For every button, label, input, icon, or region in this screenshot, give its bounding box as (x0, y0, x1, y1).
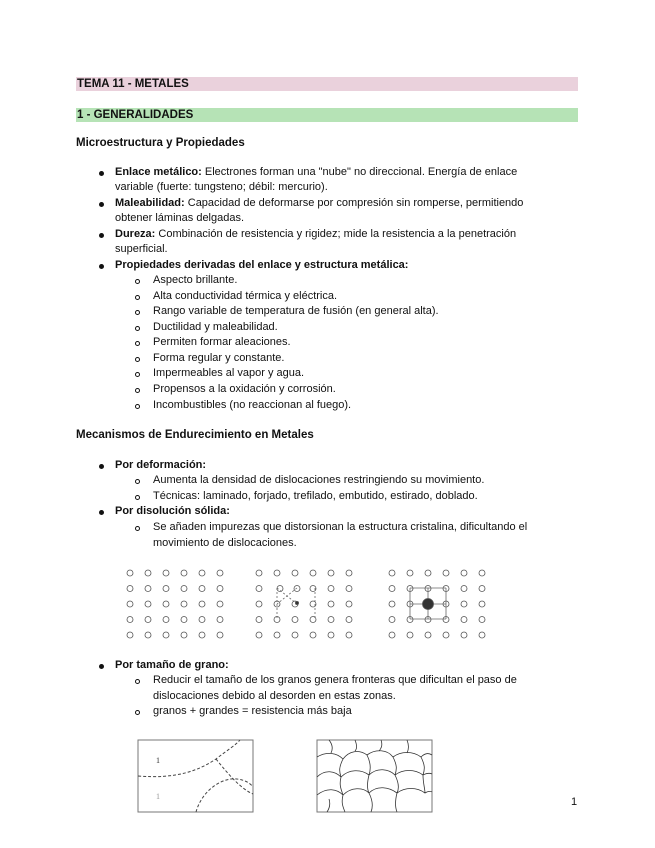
lattice-atom (217, 570, 223, 576)
lattice-atom (461, 632, 467, 638)
lattice-atom (181, 632, 187, 638)
lattice-atom (217, 632, 223, 638)
lattice-atom (199, 570, 205, 576)
lattice-atom (163, 586, 169, 592)
sub-item: Aspecto brillante. (153, 274, 238, 286)
lattice-atom (479, 570, 485, 576)
list-item: Dureza: Combinación de resistencia y rigidez; mide la resistencia a la penetración (115, 228, 517, 240)
lattice-atom (461, 586, 467, 592)
interstitial-atom (295, 601, 298, 604)
lattice-atom (328, 586, 334, 592)
lattice-atom (292, 570, 298, 576)
lattice-atom (346, 570, 352, 576)
lattice-atom (145, 617, 151, 623)
section-heading: 1 - GENERALIDADES (76, 108, 578, 122)
lattice-atom (256, 601, 262, 607)
lattice-atom (256, 570, 262, 576)
lattice-atom (479, 601, 485, 607)
lattice-atom (256, 586, 262, 592)
lattice-atom (163, 617, 169, 623)
lattice-atom (145, 632, 151, 638)
sub-item: Ductilidad y maleabilidad. (153, 321, 278, 333)
sub-item: Aumenta la densidad de dislocaciones restringiendo su movimiento. (153, 474, 485, 486)
sub-item: Alta conductividad térmica y eléctrica. (153, 290, 338, 302)
lattice-atom (479, 586, 485, 592)
lattice-atom (443, 632, 449, 638)
lattice-atom (199, 632, 205, 638)
lattice-atom (389, 586, 395, 592)
lattice-atom (389, 617, 395, 623)
lattice-atom (181, 570, 187, 576)
lattice-atom (310, 570, 316, 576)
lattice-atom (425, 570, 431, 576)
lattice-atom (181, 586, 187, 592)
lattice-atom (256, 617, 262, 623)
lattice-atom (310, 632, 316, 638)
lattice-atom (328, 570, 334, 576)
sub-item: Reducir el tamaño de los granos genera fronteras que dificultan el paso de (153, 674, 517, 686)
sub-item: Se añaden impurezas que distorsionan la estructura cristalina, dificultando el (153, 521, 528, 533)
list-item: Por deformación: (115, 459, 207, 471)
lattice-atom (163, 570, 169, 576)
micro-heading: Microestructura y Propiedades (76, 137, 245, 149)
lattice-atom (145, 601, 151, 607)
list-item-cont: obtener láminas delgadas. (115, 212, 245, 224)
lattice-atom (163, 632, 169, 638)
lattice-atom (199, 601, 205, 607)
list-item: Por tamaño de grano: (115, 659, 229, 671)
sub-item: Forma regular y constante. (153, 352, 285, 364)
lattice-atom (274, 632, 280, 638)
bullet-icon (99, 664, 104, 669)
lattice-atom (461, 617, 467, 623)
lattice-atom (407, 570, 413, 576)
sub-bullet-icon (135, 679, 140, 684)
lattice-atom (443, 570, 449, 576)
sub-item: Permiten formar aleaciones. (153, 336, 291, 348)
list-item: Maleabilidad: Capacidad de deformarse por compresión sin romperse, permitiendo (115, 197, 524, 209)
sub-item: Técnicas: laminado, forjado, trefilado, embutido, estirado, doblado. (153, 490, 478, 502)
sub-item-cont: dislocaciones debido al desorden en estas zonas. (153, 690, 396, 702)
lattice-atom (127, 617, 133, 623)
lattice-atom (163, 601, 169, 607)
sub-item: Rango variable de temperatura de fusión (en general alta). (153, 305, 439, 317)
list-item: Por disolución sólida: (115, 505, 230, 517)
sub-item: granos + grandes = resistencia más baja (153, 705, 352, 717)
lattice-atom (407, 632, 413, 638)
lattice-atom (256, 632, 262, 638)
lattice-atom (461, 601, 467, 607)
coarse-grain-figure (136, 739, 256, 814)
lattice-atom (389, 570, 395, 576)
sub-item: Propensos a la oxidación y corrosión. (153, 383, 336, 395)
lattice-atom (217, 601, 223, 607)
page-title: TEMA 11 - METALES (76, 77, 578, 91)
page-number: 1 (571, 796, 578, 808)
lattice-atom (127, 586, 133, 592)
lattice-atom (199, 617, 205, 623)
lattice-atom (328, 632, 334, 638)
lattice-atom (346, 617, 352, 623)
sub-item: Impermeables al vapor y agua. (153, 367, 305, 379)
lattice-atom (127, 570, 133, 576)
sub-bullet-icon (135, 710, 140, 715)
lattice-atom (328, 617, 334, 623)
sub-item-cont: movimiento de dislocaciones. (153, 537, 297, 549)
lattice-atom (127, 601, 133, 607)
mech-heading: Mecanismos de Endurecimiento en Metales (76, 429, 314, 441)
lattice-atom (199, 586, 205, 592)
lattice-atom (389, 632, 395, 638)
list-item-cont: variable (fuerte: tungsteno; débil: mercurio). (115, 181, 328, 193)
lattice-atom (425, 632, 431, 638)
lattice-atom (181, 601, 187, 607)
lattice-atom (145, 586, 151, 592)
lattice-atom (346, 632, 352, 638)
lattice-atom (346, 601, 352, 607)
grain-label: 1 (156, 756, 160, 765)
lattice-atom (127, 632, 133, 638)
sub-item: Incombustibles (no reaccionan al fuego). (153, 399, 352, 411)
lattice-atom (292, 632, 298, 638)
list-item: Propiedades derivadas del enlace y estructura metálica: (115, 259, 409, 271)
fine-grain-figure (315, 739, 435, 814)
lattice-atom (479, 632, 485, 638)
lattice-atom (181, 617, 187, 623)
lattice-atom (145, 570, 151, 576)
lattice-atom (479, 617, 485, 623)
lattice-atom (389, 601, 395, 607)
grain-label: 1 (156, 792, 160, 801)
lattice-atom (346, 586, 352, 592)
lattice-atom (274, 570, 280, 576)
lattice-atom (328, 601, 334, 607)
lattice-atom (217, 586, 223, 592)
lattice-atom (292, 617, 298, 623)
lattice-atom (217, 617, 223, 623)
solute-atom (423, 599, 434, 610)
lattice-atom (461, 570, 467, 576)
list-item-cont: superficial. (115, 243, 168, 255)
list-item: Enlace metálico: Electrones forman una "nube" no direccional. Energía de enlace (115, 166, 518, 178)
